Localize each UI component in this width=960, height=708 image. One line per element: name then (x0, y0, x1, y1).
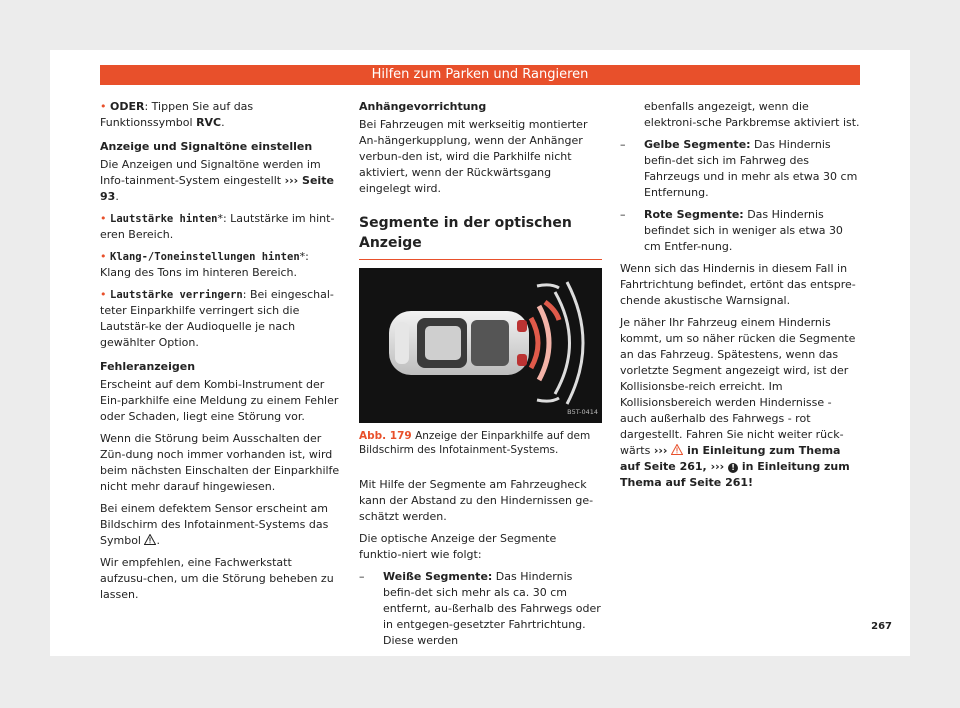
errors-end: . (156, 534, 160, 547)
figure-code: B5T-0414 (567, 408, 598, 416)
option-code: Lautstärke hinten (110, 213, 218, 225)
ref-arrows: ››› (653, 444, 668, 457)
parking-display-figure (359, 268, 602, 423)
bullet-icon: • (100, 100, 107, 113)
warning-icon (671, 444, 683, 455)
red-segment-label: Rote Segmente: (644, 208, 744, 221)
white-segment-continued: ebenfalls angezeigt, wenn die elektroni-sche Parkbremse aktiviert ist. (644, 100, 860, 129)
errors-paragraph-2: Wenn die Störung beim Ausschalten der Zün-dung noch immer vorhanden ist, wird beim nächsten Einschalten der Einparkhilfe nicht mehr darauf hingewiesen. (100, 432, 340, 493)
ref-text: in Einleitung zum Thema auf Seite 261 (620, 460, 850, 489)
section-title: Segmente in der optischen Anzeige (359, 207, 602, 260)
car-icon (389, 311, 529, 375)
oder-text: : Tippen Sie auf das Funktionssymbol (100, 100, 254, 129)
info-icon: ! (728, 463, 738, 473)
warning-icon (144, 534, 156, 545)
rvc-symbol: RVC (196, 116, 222, 129)
ref-text: in Einleitung zum Thema auf Seite 261 (620, 444, 841, 473)
option-volume-rear (100, 211, 340, 243)
ref-arrows: ››› (710, 460, 725, 473)
errors-paragraph-4: Wir empfehlen, eine Fachwerkstatt aufzusu-chen, um die Störung beheben zu lassen. (100, 556, 334, 601)
option-code: Klang-/Toneinstellungen hinten (110, 251, 300, 263)
figure-number: Abb. 179 (359, 430, 412, 442)
dash-item-yellow (620, 137, 860, 201)
option-sound-rear (100, 249, 340, 281)
dash-item-white (359, 569, 602, 649)
collision-paragraph (620, 315, 860, 491)
settings-end: . (115, 190, 119, 203)
option-text: : Lautstärke im hint-eren Bereich. (100, 212, 335, 241)
oder-paragraph (100, 99, 340, 131)
heading-trailer: Anhängevorrichtung (359, 100, 487, 113)
option-star: * (217, 212, 223, 225)
column-middle (359, 99, 602, 655)
white-segment-label: Weiße Segmente: (383, 570, 493, 583)
heading-errors: Fehleranzeigen (100, 360, 196, 373)
direction-paragraph: Wenn sich das Hindernis in diesem Fall in Fahrtrichtung befindet, ertönt das entspre-chende akustische Warnsignal. (620, 262, 856, 307)
parking-display-illustration (359, 268, 602, 423)
yellow-segment-label: Gelbe Segmente: (644, 138, 751, 151)
trailer-paragraph: Bei Fahrzeugen mit werkseitig montierter An-hängerkupplung, wenn der Anhänger verbun-den ist, wird die Parkhilfe nicht aktiviert, wenn der Rückwärtsgang eingelegt wird. (359, 118, 588, 195)
caption-text: Anzeige der Einparkhilfe auf dem Bildschirm des Infotainment-Systems. (359, 430, 591, 456)
errors-text: Bei einem defektem Sensor erscheint am Bildschirm des Infotainment-Systems das Symbol (100, 502, 329, 547)
collision-end: ! (748, 476, 754, 489)
yellow-segment-text: Das Hindernis befin-det sich im Fahrweg des Fahrzeugs und in mehr als etwa 30 cm Entfernung. (644, 138, 858, 199)
oder-end: . (221, 116, 225, 129)
figure-caption (359, 429, 602, 457)
dash-marker: – (620, 208, 626, 221)
errors-paragraph-1: Erscheint auf dem Kombi-Instrument der Ein-parkhilfe eine Meldung zu einem Fehler oder Schaden, liegt eine Störung vor. (100, 378, 339, 423)
option-star: * (299, 250, 306, 263)
column-right (620, 99, 860, 497)
option-text: : Klang des Tons im hinteren Bereich. (100, 250, 309, 279)
dash-marker: – (620, 138, 626, 151)
oder-label: ODER (110, 100, 145, 113)
bullet-icon: • (100, 250, 107, 263)
segments-paragraph-2: Die optische Anzeige der Segmente funktio-niert wie folgt: (359, 532, 557, 561)
bullet-icon: • (100, 212, 107, 225)
collision-text: Je näher Ihr Fahrzeug einem Hindernis kommt, um so näher rücken die Segmente an das Fahrzeug. Spätestens, wenn das vorletzte Segment angezeigt wird, ist der Kollisionsbe-reich erreicht. Im Kollisionsbereich werden Hindernisse - auch außerhalb des Fahrwegs - rot dargestellt. Fahren Sie nicht weiter rück-wärts (620, 316, 856, 457)
header-title: Hilfen zum Parken und Rangieren (371, 67, 589, 82)
red-segment-text: Das Hindernis befindet sich in weniger als etwa 30 cm Entfer-nung. (644, 208, 843, 253)
ref-separator: , (702, 460, 711, 473)
bullet-icon: • (100, 288, 107, 301)
option-volume-reduce (100, 287, 340, 351)
page-header (100, 65, 860, 85)
white-segment-text: Das Hindernis befin-det sich mehr als ca. 30 cm entfernt, au-ßerhalb des Fahrwegs oder in entgegen-gesetzter Fahrtrichtung. Diese werden (383, 570, 601, 647)
errors-paragraph-3 (100, 501, 340, 549)
segments-paragraph-1: Mit Hilfe der Segmente am Fahrzeugheck kann der Abstand zu den Hindernissen ge-schätzt werden. (359, 478, 594, 523)
option-text: : Bei eingeschal-teter Einparkhilfe verringert sich die Lautstär-ke der Audioquelle je nach gewählter Option. (100, 288, 334, 349)
dash-item-red (620, 207, 860, 255)
dash-marker: – (359, 570, 365, 583)
heading-settings: Anzeige und Signaltöne einstellen (100, 140, 313, 153)
option-code: Lautstärke verringern (110, 289, 243, 301)
column-left (100, 99, 340, 609)
page-number: 267 (871, 621, 892, 632)
page-ref-link[interactable]: ››› Seite 93 (100, 174, 334, 203)
settings-text: Die Anzeigen und Signaltöne werden im Info-tainment-System eingestellt (100, 158, 321, 187)
settings-paragraph (100, 157, 340, 205)
